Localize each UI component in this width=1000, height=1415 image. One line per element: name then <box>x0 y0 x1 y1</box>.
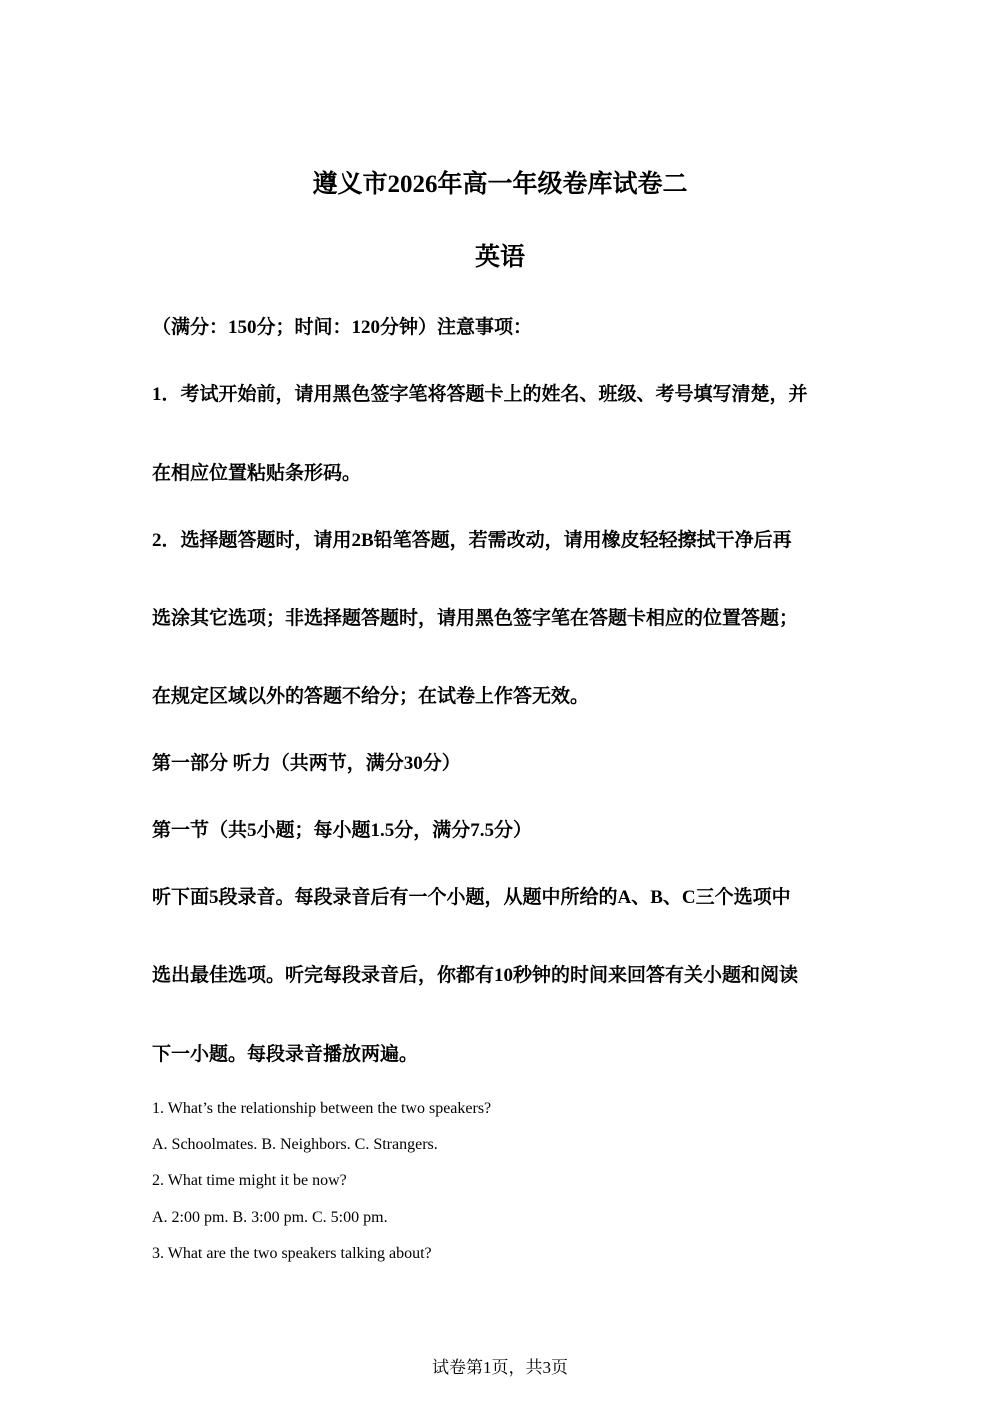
directions-line: 听下面5段录音。每段录音后有一个小题，从题中所给的A、B、C三个选项中 <box>152 887 791 908</box>
exam-title: 遵义市2026年高一年级卷库试卷二 <box>312 171 688 198</box>
instruction-line: 选涂其它选项；非选择题答题时，请用黑色签字笔在答题卡相应的位置答题； <box>152 608 799 629</box>
directions-line: 选出最佳选项。听完每段录音后，你都有10秒钟的时间来回答有关小题和阅读 <box>152 965 799 986</box>
instruction-line: 2．选择题答题时，请用2B铅笔答题，若需改动，请用橡皮轻轻擦拭干净后再 <box>152 530 792 551</box>
exam-subject: 英语 <box>474 244 525 271</box>
page-footer: 试卷第1页，共3页 <box>432 1358 568 1377</box>
instruction-line: 在相应位置粘贴条形码。 <box>152 463 362 484</box>
part-heading: 第一部分 听力（共两节，满分30分） <box>152 753 461 774</box>
instructions-header: （满分：150分；时间：120分钟）注意事项： <box>152 317 533 338</box>
instruction-line: 在规定区域以外的答题不给分；在试卷上作答无效。 <box>152 686 590 707</box>
directions-line: 下一小题。每段录音播放两遍。 <box>152 1044 419 1065</box>
question-stem: 2. What time might it be now? <box>152 1172 347 1189</box>
question-stem: 3. What are the two speakers talking about? <box>152 1245 432 1262</box>
question-options: A. 2:00 pm. B. 3:00 pm. C. 5:00 pm. <box>152 1209 388 1226</box>
section-heading: 第一节（共5小题；每小题1.5分，满分7.5分） <box>152 820 533 841</box>
instruction-line: 1．考试开始前，请用黑色签字笔将答题卡上的姓名、班级、考号填写清楚，并 <box>152 384 808 405</box>
question-options: A. Schoolmates. B. Neighbors. C. Strangers. <box>152 1136 438 1153</box>
question-stem: 1. What’s the relationship between the two speakers? <box>152 1100 492 1117</box>
